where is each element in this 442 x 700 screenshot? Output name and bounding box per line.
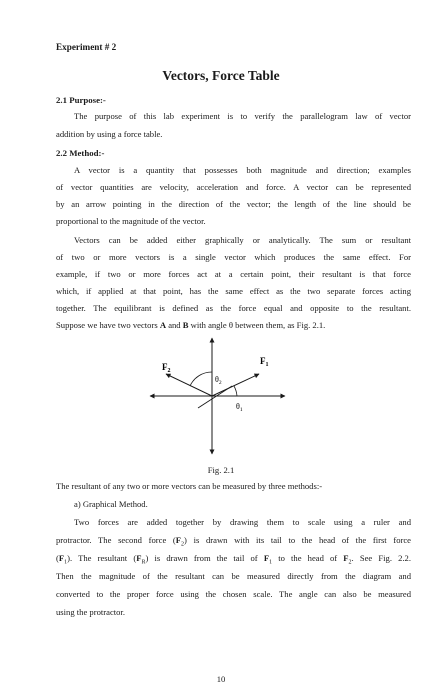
para1-line-3: by an arrow pointing in the direction of the vector; the length of the line should be bbox=[56, 199, 411, 209]
para3-line-1: Two forces are added together by drawing them to scale using a ruler and bbox=[74, 517, 411, 527]
para3-line-4: Then the magnitude of the resultant can be measured directly from the diagram and bbox=[56, 571, 411, 581]
f2-label: $F_2$ bbox=[162, 362, 171, 374]
para2-line-5: together. The equilibrant is defined as the force equal and opposite to the resultant. bbox=[56, 303, 411, 313]
page-number: 10 bbox=[216, 674, 226, 684]
para2-line-6: Suppose we have two vectors A and B with angle θ between them, as Fig. 2.1. bbox=[56, 320, 326, 330]
purpose-line-1: The purpose of this lab experiment is to verify the parallelogram law of vector bbox=[74, 111, 411, 121]
para2-line-4: which, if applied at that point, has the same effect as the two separate forces acting bbox=[56, 286, 411, 296]
para2-line-2: of two or more vectors is a single vector which produces the same effect. For bbox=[56, 252, 411, 262]
vector-f2-line bbox=[166, 374, 212, 396]
f1-label: $F_1$ bbox=[260, 356, 269, 368]
resultant-intro: The resultant of any two or more vectors can be measured by three methods:- bbox=[56, 481, 323, 491]
purpose-heading: 2.1 Purpose:- bbox=[56, 95, 106, 105]
para3-line-2: protractor. The second force $(F_2)$ is drawn with its tail to the head of the first force bbox=[56, 535, 411, 548]
theta1-arc bbox=[234, 386, 237, 396]
para2-line-1: Vectors can be added either graphically or analytically. The sum or resultant bbox=[74, 235, 411, 245]
page-title: Vectors, Force Table bbox=[162, 68, 280, 83]
para3-line-5: converted to the proper force using the chosen scale. The angle can also be measured bbox=[56, 589, 411, 599]
experiment-label: Experiment # 2 bbox=[56, 42, 117, 52]
para3-line-6: using the protractor. bbox=[56, 607, 125, 617]
resultant-dash bbox=[198, 386, 232, 408]
theta2-arc bbox=[190, 372, 212, 386]
figure-caption: Fig. 2.1 bbox=[207, 465, 235, 475]
vector-diagram bbox=[140, 334, 300, 464]
graphical-method-item: a) Graphical Method. bbox=[74, 499, 148, 509]
theta2-label: $\theta_2$ bbox=[215, 375, 222, 386]
para1-line-4: proportional to the magnitude of the vector. bbox=[56, 216, 206, 226]
method-heading: 2.2 Method:- bbox=[56, 148, 105, 158]
purpose-line-2: addition by using a force table. bbox=[56, 129, 163, 139]
para1-line-2: of vector quantities are velocity, acceleration and force. A vector can be represented bbox=[56, 182, 411, 192]
para3-line-3: $(F_1)$. The resultant $(F_R)$ is drawn from the tail of $F_1$ to the head of $F_2$. See Fig. 2.2. bbox=[56, 553, 412, 566]
para2-line-3: example, if two or more forces act at a certain point, their resultant is that force bbox=[56, 269, 411, 279]
theta1-label: $\theta_1$ bbox=[236, 402, 243, 413]
para1-line-1: A vector is a quantity that possesses both magnitude and direction; examples bbox=[74, 165, 411, 175]
